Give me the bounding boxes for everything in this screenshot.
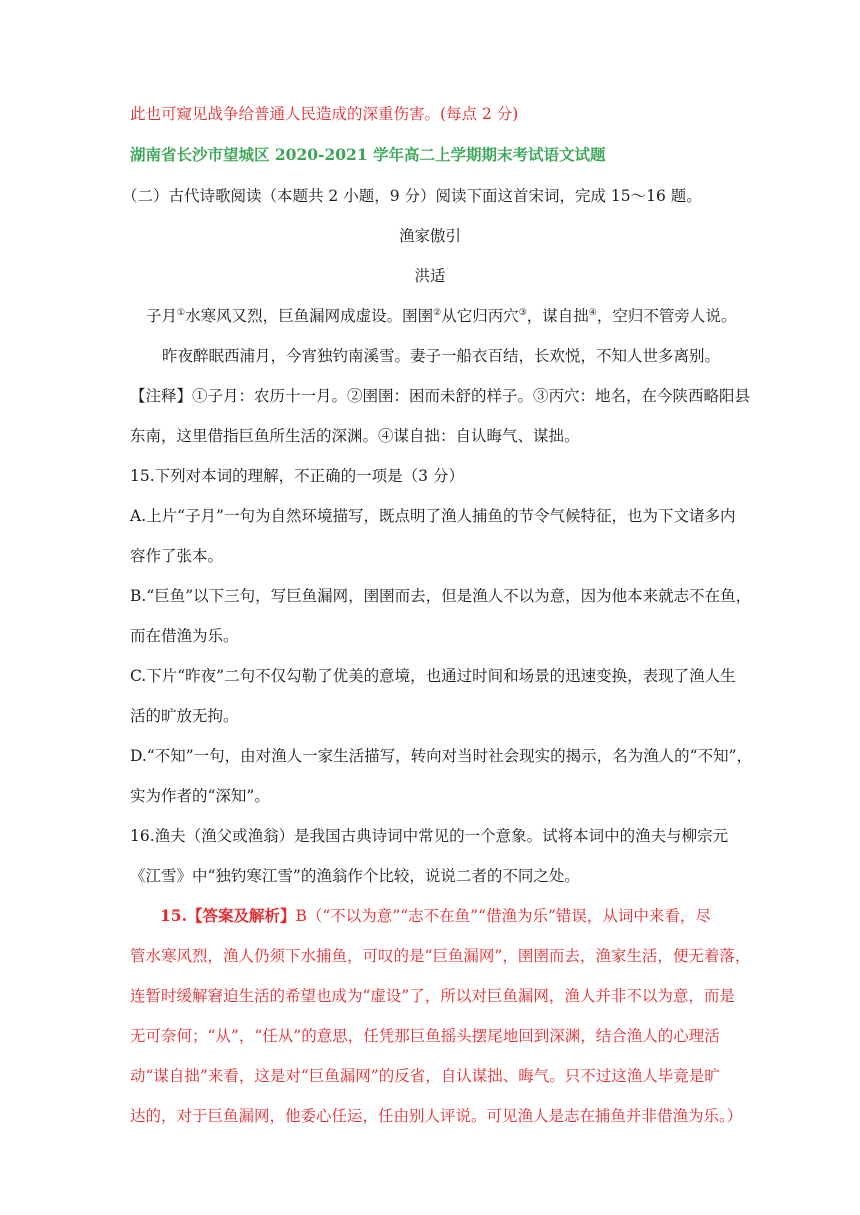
poem-text: ，谋自拙 xyxy=(526,307,589,325)
footnote-mark: ① xyxy=(177,307,186,318)
poem-author: 洪适 xyxy=(414,267,446,285)
footnote-mark: ④ xyxy=(588,307,597,318)
answer-line-1 xyxy=(160,906,711,926)
section-intro: （二）古代诗歌阅读（本题共 2 小题，9 分）阅读下面这首宋词，完成 15～16 题。 xyxy=(122,187,702,205)
notes-line-2: 东南，这里借指巨鱼所生活的深渊。④谋自拙：自认晦气、谋拙。 xyxy=(130,427,580,445)
q16-line-1: 16.渔夫（渔父或渔翁）是我国古典诗词中常见的一个意象。试将本词中的渔夫与柳宗元 xyxy=(130,827,729,845)
poem-text: 子月 xyxy=(146,307,178,325)
q15-option-b-1: B.“巨鱼”以下三句，写巨鱼漏网，圉圉而去，但是渔人不以为意，因为他本来就志不在鱼， xyxy=(130,587,752,605)
header-answer-fragment: 此也可窥见战争给普通人民造成的深重伤害。(每点 2 分) xyxy=(130,105,519,123)
exam-source-title: 湖南省长沙市望城区 2020-2021 学年高二上学期期末考试语文试题 xyxy=(130,145,606,164)
q15-option-c-1: C.下片“昨夜”二句不仅勾勒了优美的意境，也通过时间和场景的迅速变换，表现了渔人生 xyxy=(130,667,736,685)
notes-line-1: 【注释】①子月：农历十一月。②圉圉：困而未舒的样子。③丙穴：地名，在今陕西略阳县 xyxy=(130,387,751,405)
q15-stem: 15.下列对本词的理解，不正确的一项是（3 分） xyxy=(130,467,464,485)
poem-line-1 xyxy=(146,306,736,326)
poem-line-2: 昨夜醉眠西浦月，今宵独钓南溪雪。妻子一船衣百结，长欢悦，不知人世多离别。 xyxy=(162,347,721,365)
poem-text: ，空归不管旁人说。 xyxy=(596,307,737,325)
poem-title: 渔家傲引 xyxy=(398,227,461,245)
answer-line-5: 动“谋自拙”来看，这是对“巨鱼漏网”的反省，自认谋拙、晦气。只不过这渔人毕竟是旷 xyxy=(130,1067,720,1085)
q16-line-2: 《江雪》中“独钓寒江雪”的渔翁作个比较，说说二者的不同之处。 xyxy=(130,867,580,885)
q15-option-d-2: 实为作者的“深知”。 xyxy=(130,787,270,805)
q15-option-d-1: D.“不知”一句，由对渔人一家生活描写，转向对当时社会现实的揭示，名为渔人的“不知”， xyxy=(130,747,753,765)
q15-option-b-2: 而在借渔为乐。 xyxy=(130,627,239,645)
footnote-mark: ② xyxy=(433,307,442,318)
q15-option-c-2: 活的旷放无拘。 xyxy=(130,707,239,725)
answer-line-4: 无可奈何；“从”，“任从”的意思，任凭那巨鱼摇头摆尾地回到深渊，结合渔人的心理活 xyxy=(130,1027,720,1045)
answer-line-2: 管水寒风烈，渔人仍须下水捕鱼，可叹的是“巨鱼漏网”，圉圉而去，渔家生活，便无着落， xyxy=(130,947,751,965)
footnote-mark: ③ xyxy=(518,307,527,318)
q15-option-a-2: 容作了张本。 xyxy=(130,547,224,565)
q15-option-a-1: A.上片“子月”一句为自然环境描写，既点明了渔人捕鱼的节令气候特征，也为下文诸多内 xyxy=(130,507,736,525)
answer-line-6: 达的，对于巨鱼漏网，他委心任运，任由别人评说。可见渔人是志在捕鱼并非借渔为乐。） xyxy=(130,1107,743,1125)
poem-text: 从它归丙穴 xyxy=(441,307,519,325)
answer-line-3: 连暂时缓解窘迫生活的希望也成为“虚设”了，所以对巨鱼漏网，渔人并非不以为意，而是 xyxy=(130,987,735,1005)
answer-label: 15.【答案及解析】 xyxy=(160,906,296,925)
poem-text: 水寒风又烈，巨鱼漏网成虚设。圉圉 xyxy=(185,307,434,325)
answer-text: B（“不以为意”“志不在鱼”“借渔为乐”错误，从词中来看，尽 xyxy=(295,907,711,925)
